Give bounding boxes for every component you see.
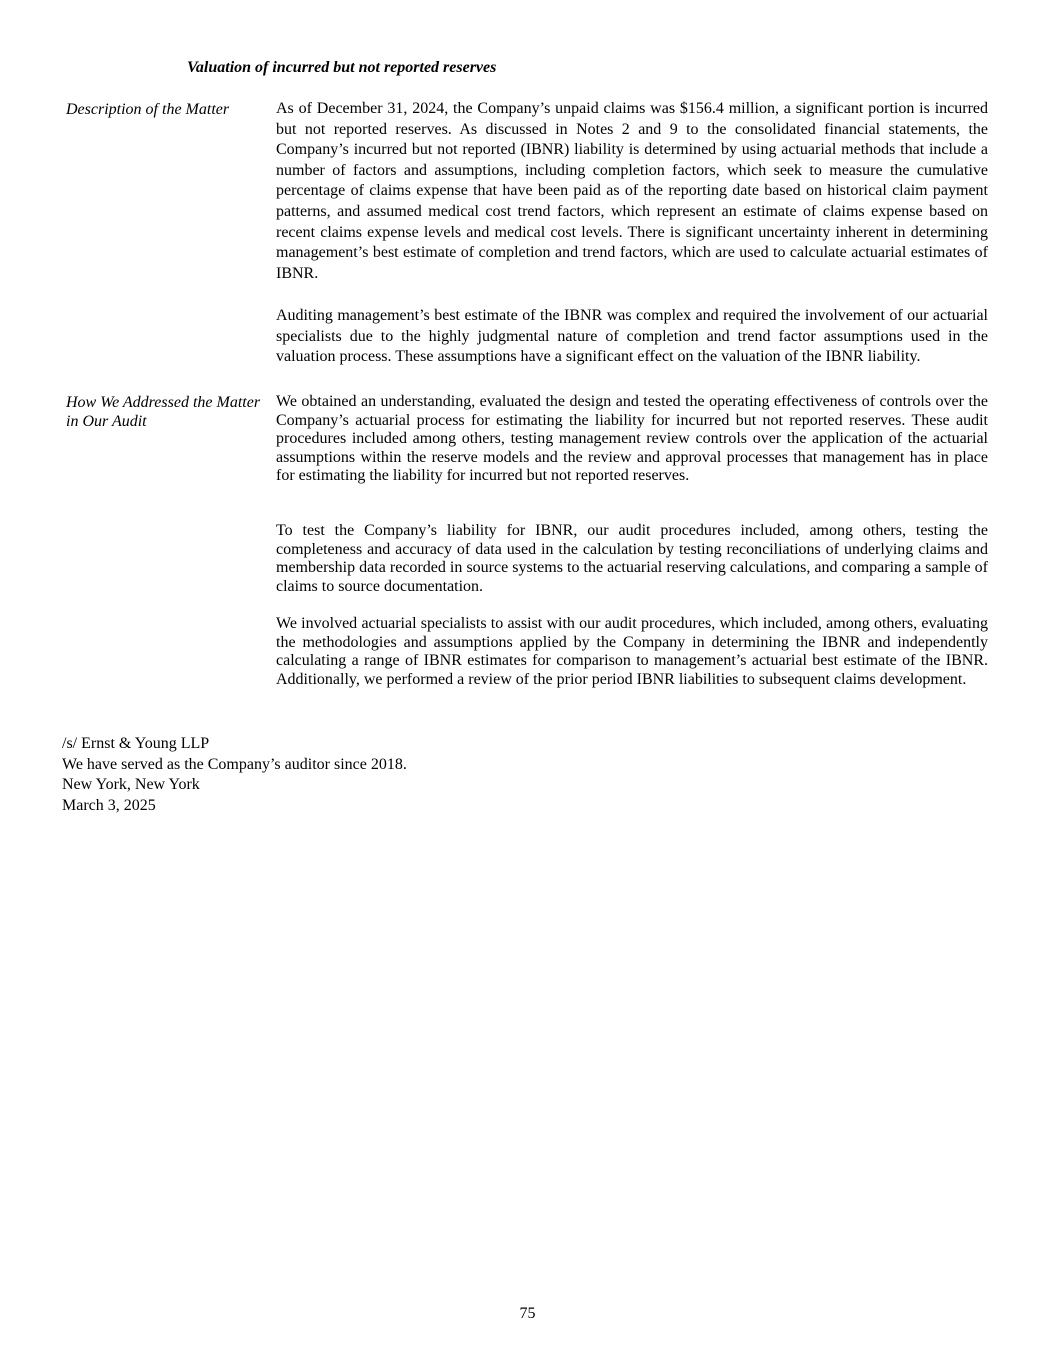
section-heading: Valuation of incurred but not reported reserves: [187, 59, 497, 76]
signature-date: March 3, 2025: [62, 796, 156, 814]
signature-location: New York, New York: [62, 776, 200, 793]
description-paragraph-2: Auditing management’s best estimate of the IBNR was complex and required the involvement of our actuarial specialists due to the highly judgmental nature of completion and trend factor assumptions used in the valuation process. These assumptions have a significant effect on the valuation of the IBNR liability.: [276, 307, 988, 366]
matter-description-label: Description of the Matter: [66, 101, 230, 118]
audit-paragraph-2: To test the Company’s liability for IBNR, our audit procedures included, among others, testing the completeness and accuracy of data used in the calculation by testing reconciliations of underlying claims and membership data recorded in source systems to the actuarial reserving calculations, and comparing a sample of claims to source documentation.: [276, 522, 988, 595]
auditor-tenure: We have served as the Company’s auditor since 2018.: [62, 755, 407, 773]
page-number: 75: [519, 1305, 536, 1322]
audit-paragraph-3: We involved actuarial specialists to assist with our audit procedures, which included, among others, evaluating the methodologies and assumptions applied by the Company in determining the IBNR and independently calculating a range of IBNR estimates for comparison to management’s actuarial best estimate of the IBNR. Additionally, we performed a review of the prior period IBNR liabilities to subsequent claims development.: [276, 615, 988, 688]
firm-signature: /s/ Ernst & Young LLP: [62, 735, 210, 752]
audit-response-label: How We Addressed the Matter in Our Audit: [66, 394, 261, 430]
signature-block: [62, 734, 407, 816]
audit-paragraph-1: We obtained an understanding, evaluated the design and tested the operating effectiveness of controls over the Company’s actuarial process for estimating the liability for incurred but not reported reserves. These audit procedures included among others, testing management review controls over the application of the actuarial assumptions within the reserve models and the review and approval processes that management has in place for estimating the liability for incurred but not reported reserves.: [276, 393, 988, 484]
description-paragraph-1: As of December 31, 2024, the Company’s unpaid claims was $156.4 million, a significant portion is incurred but not reported reserves. As discussed in Notes 2 and 9 to the consolidated financial statements, the Company’s incurred but not reported (IBNR) liability is determined by using actuarial methods that include a number of factors and assumptions, including completion factors, which seek to measure the cumulative percentage of claims expense that have been paid as of the reporting date based on historical claim payment patterns, and assumed medical cost trend factors, which represent an estimate of claims expense based on recent claims expense levels and medical cost levels. There is significant uncertainty inherent in determining management’s best estimate of completion and trend factors, which are used to calculate actuarial estimates of IBNR.: [276, 100, 988, 282]
